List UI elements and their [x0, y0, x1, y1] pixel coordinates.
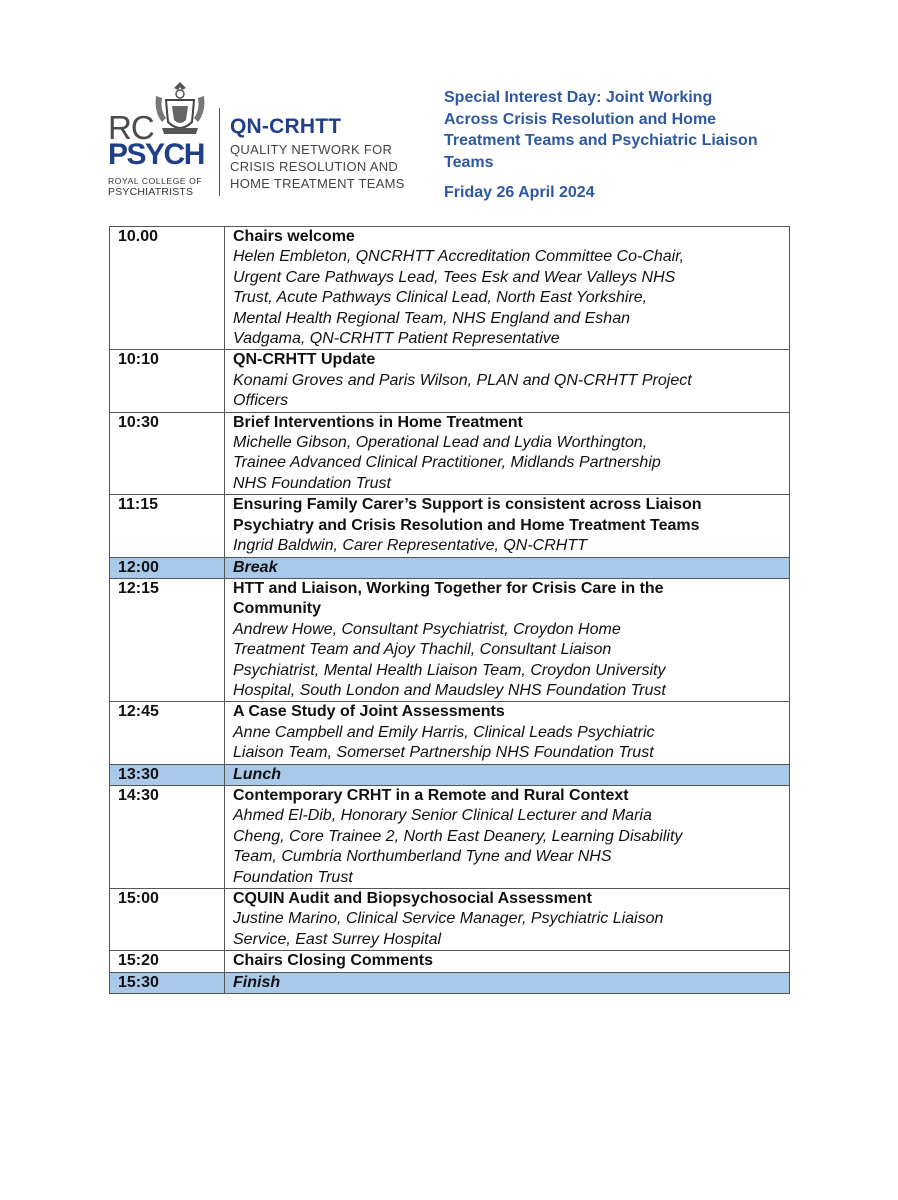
session-speakers: Helen Embleton, QNCRHTT Accreditation Committee Co-Chair,	[233, 248, 685, 266]
agenda-row	[110, 227, 790, 350]
college-line-1: ROYAL COLLEGE OF	[108, 176, 203, 186]
session-title: Ensuring Family Carer’s Support is consistent across Liaison	[233, 496, 702, 514]
agenda-time: 15:00	[110, 889, 225, 951]
session-speakers: NHS Foundation Trust	[233, 474, 391, 492]
session-speakers: Team, Cumbria Northumberland Tyne and Wear NHS	[233, 848, 612, 866]
network-subtitle	[230, 141, 405, 192]
logo-college-text	[108, 176, 223, 198]
session-title: Contemporary CRHT in a Remote and Rural Context	[233, 786, 629, 804]
logo-psych-text: PSYCH	[108, 138, 204, 171]
session-speakers: Ahmed El-Dib, Honorary Senior Clinical Lecturer and Maria	[233, 807, 652, 825]
agenda-row	[110, 702, 790, 764]
agenda-row-break	[110, 972, 790, 993]
agenda-time: 11:15	[110, 495, 225, 557]
event-title-line-1: Special Interest Day: Joint Working	[444, 89, 713, 106]
agenda-row	[110, 951, 790, 972]
agenda-session	[225, 578, 790, 701]
session-speakers: Officers	[233, 392, 289, 410]
network-line-2: CRISIS RESOLUTION AND	[230, 159, 399, 174]
agenda-row	[110, 495, 790, 557]
session-speakers: Vadgama, QN-CRHTT Patient Representative	[233, 330, 560, 348]
agenda-row	[110, 785, 790, 888]
session-speakers: Liaison Team, Somerset Partnership NHS Foundation Trust	[233, 744, 654, 762]
agenda-session	[225, 889, 790, 951]
break-label: Finish	[233, 973, 281, 991]
agenda-session	[225, 227, 790, 350]
session-speakers: Trainee Advanced Clinical Practitioner, Midlands Partnership	[233, 454, 661, 472]
session-speakers: Trust, Acute Pathways Clinical Lead, North East Yorkshire,	[233, 289, 648, 307]
network-name: QN-CRHTT	[230, 115, 342, 138]
logo-divider	[219, 108, 220, 196]
agenda-time: 10:10	[110, 350, 225, 412]
session-title: Community	[233, 600, 321, 618]
session-speakers: Foundation Trust	[233, 868, 353, 886]
agenda-session	[225, 951, 790, 972]
agenda-session	[225, 972, 790, 993]
rcpsych-logo	[108, 78, 226, 198]
session-title: CQUIN Audit and Biopsychosocial Assessment	[233, 890, 592, 907]
session-speakers: Justine Marino, Clinical Service Manager, Psychiatric Liaison	[233, 910, 664, 928]
agenda-table	[109, 226, 790, 994]
agenda-session	[225, 785, 790, 888]
agenda-session	[225, 557, 790, 578]
session-title: Psychiatry and Crisis Resolution and Home Treatment Teams	[233, 516, 700, 534]
session-speakers: Cheng, Core Trainee 2, North East Deanery, Learning Disability	[233, 827, 683, 845]
event-title-line-2: Across Crisis Resolution and Home	[444, 110, 717, 128]
agenda-row	[110, 412, 790, 495]
session-speakers: Urgent Care Pathways Lead, Tees Esk and Wear Valleys NHS	[233, 268, 676, 286]
break-label: Break	[233, 558, 278, 576]
session-speakers: Treatment Team and Ajoy Thachil, Consultant Liaison	[233, 641, 612, 659]
agenda-row-break	[110, 557, 790, 578]
agenda-time: 13:30	[110, 764, 225, 785]
agenda-time: 12:15	[110, 578, 225, 701]
agenda-time: 10.00	[110, 227, 225, 350]
agenda-time: 12:45	[110, 702, 225, 764]
agenda-row	[110, 350, 790, 412]
agenda-row-break	[110, 764, 790, 785]
agenda-time: 15:30	[110, 972, 225, 993]
logo-rc-text: RC	[108, 109, 154, 146]
agenda-time: 10:30	[110, 412, 225, 495]
agenda-row	[110, 889, 790, 951]
event-title	[444, 87, 844, 173]
session-speakers: Michelle Gibson, Operational Lead and Lydia Worthington,	[233, 434, 648, 452]
session-speakers: Psychiatrist, Mental Health Liaison Team, Croydon University	[233, 661, 666, 679]
network-line-1: QUALITY NETWORK FOR	[230, 142, 393, 157]
agenda-session	[225, 764, 790, 785]
agenda-time: 12:00	[110, 557, 225, 578]
crest-icon	[152, 78, 208, 140]
event-title-line-3: Treatment Teams and Psychiatric Liaison	[444, 132, 758, 149]
session-title: A Case Study of Joint Assessments	[233, 703, 505, 721]
session-speakers: Hospital, South London and Maudsley NHS Foundation Trust	[233, 681, 666, 699]
agenda-session	[225, 702, 790, 764]
session-title: Chairs welcome	[233, 228, 355, 245]
event-date: Friday 26 April 2024	[444, 184, 595, 201]
agenda-session	[225, 350, 790, 412]
session-speakers: Anne Campbell and Emily Harris, Clinical Leads Psychiatric	[233, 723, 655, 741]
session-title: HTT and Liaison, Working Together for Crisis Care in the	[233, 579, 664, 597]
agenda-time: 14:30	[110, 785, 225, 888]
break-label: Lunch	[233, 765, 281, 783]
agenda-session	[225, 412, 790, 495]
event-title-line-4: Teams	[444, 153, 494, 171]
session-title: QN-CRHTT Update	[233, 351, 376, 369]
session-speakers: Mental Health Regional Team, NHS England and Eshan	[233, 309, 630, 327]
session-speakers: Ingrid Baldwin, Carer Representative, QN-CRHTT	[233, 537, 587, 555]
session-speakers: Konami Groves and Paris Wilson, PLAN and QN-CRHTT Project	[233, 371, 692, 389]
session-speakers: Service, East Surrey Hospital	[233, 930, 442, 948]
agenda-session	[225, 495, 790, 557]
network-line-3: HOME TREATMENT TEAMS	[230, 176, 405, 191]
agenda-row	[110, 578, 790, 701]
agenda-time: 15:20	[110, 951, 225, 972]
session-title: Brief Interventions in Home Treatment	[233, 413, 523, 431]
session-title: Chairs Closing Comments	[233, 952, 434, 970]
college-line-2: PSYCHIATRISTS	[108, 186, 194, 198]
session-speakers: Andrew Howe, Consultant Psychiatrist, Croydon Home	[233, 620, 621, 638]
